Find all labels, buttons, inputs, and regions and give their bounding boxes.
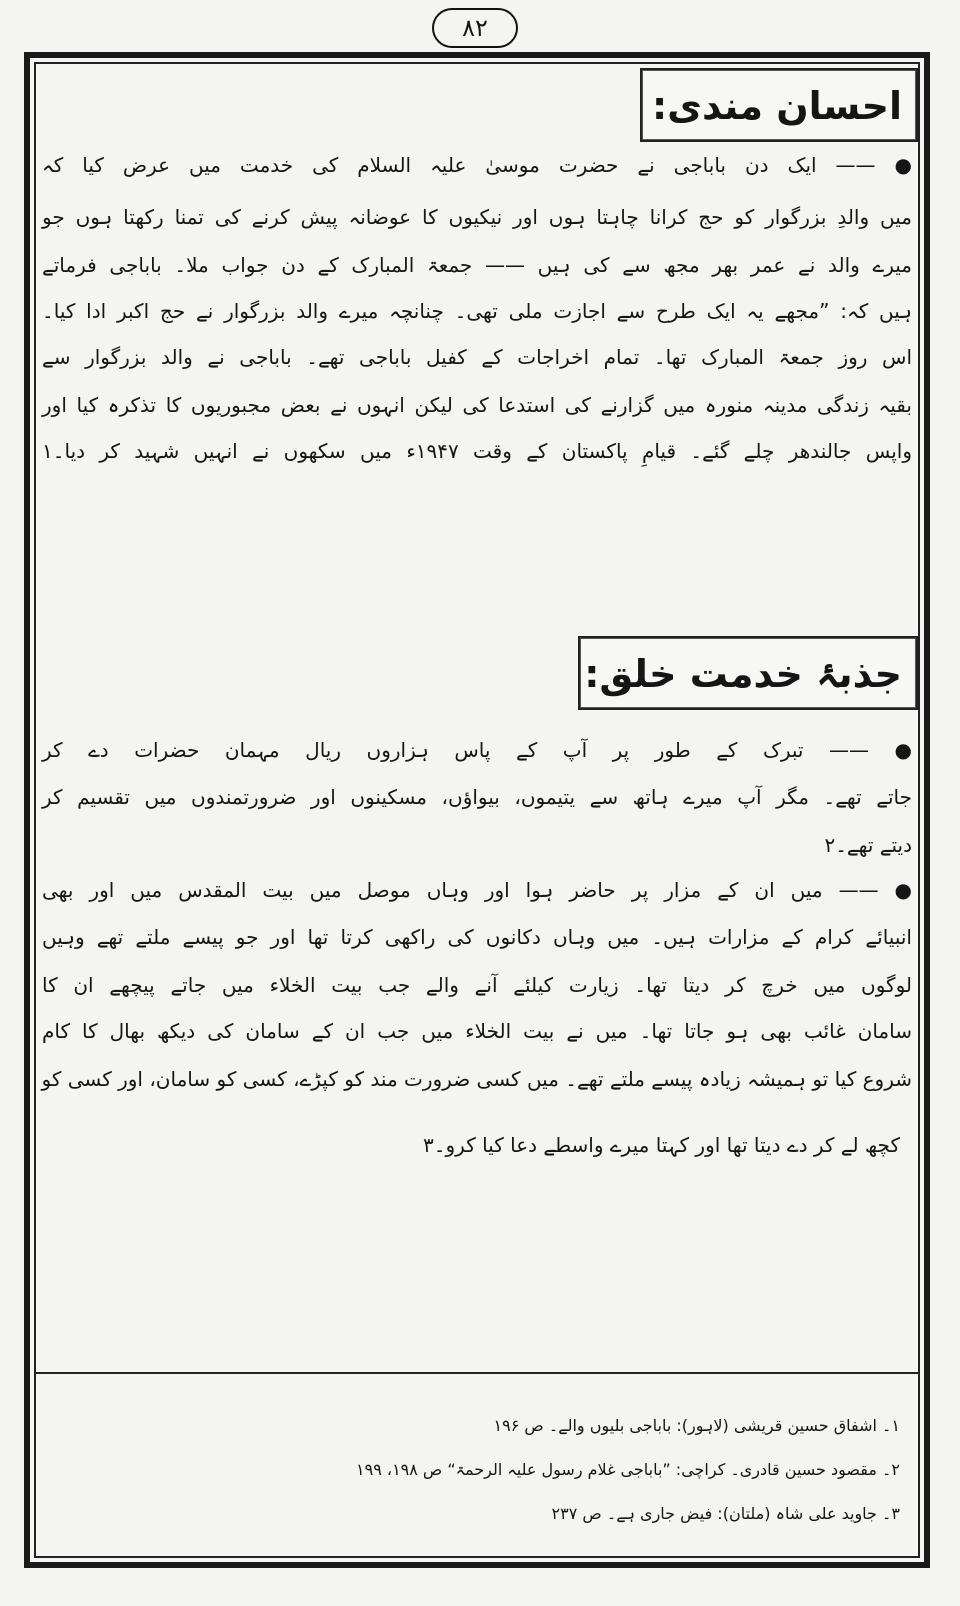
body-line: بقیہ زندگی مدینہ منورہ میں گزارنے کی استدعا کی لیکن انہوں نے بعض مجبوریوں کا تذکرہ کیا اور [42,393,912,417]
body-line: واپس جالندھر چلے گئے۔ قیامِ پاکستان کے وقت ۱۹۴۷ء میں سکھوں نے انہیں شہید کر دیا۔۱ [42,439,912,463]
body-line: سامان غائب بھی ہو جاتا تھا۔ میں نے بیت الخلاء میں جب ان کے سامان کی دیکھ بھال کا کام [42,1019,912,1043]
footnote: ۱۔ اشفاق حسین قریشی (لاہور): باباجی بلیوں والے۔ ص ۱۹۶ [493,1416,900,1435]
footnote: ۳۔ جاوید علی شاہ (ملتان): فیض جاری ہے۔ ص ۲۳۷ [551,1504,900,1523]
body-line: اس روز جمعۃ المبارک تھا۔ تمام اخراجات کے کفیل باباجی تھے۔ باباجی نے والد بزرگوار سے [42,345,912,369]
body-line: ● —— ایک دن باباجی نے حضرت موسیٰ علیہ السلام کی خدمت میں عرض کیا کہ [42,153,912,177]
section-heading-gratitude: احسان مندی: [640,68,918,142]
body-line: شروع کیا تو ہمیشہ زیادہ پیسے ملتے تھے۔ میں کسی ضرورت مند کو کپڑے، کسی کو سامان، اور کسی کو [41,1067,912,1091]
footnote-separator [36,1372,918,1374]
body-line: میرے والد نے عمر بھر مجھ سے کی ہیں —— جمعۃ المبارک کے دن جواب ملا۔ باباجی فرماتے [42,253,912,277]
body-line: ● —— میں ان کے مزار پر حاضر ہوا اور وہاں موصل میں بیت المقدس میں اور بھی [42,878,912,902]
body-line: دیتے تھے۔۲ [824,833,912,857]
body-line: جاتے تھے۔ مگر آپ میرے ہاتھ سے یتیموں، بیواؤں، مسکینوں اور ضرورتمندوں میں تقسیم کر [42,785,912,809]
body-line: میں والدِ بزرگوار کو حج کرانا چاہتا ہوں اور نیکیوں کا عوضانہ پیش کرنے کی تمنا رکھتا ہوں جو [42,205,912,229]
body-line: لوگوں میں خرچ کر دیتا تھا۔ زیارت کیلئے آنے والے جب بیت الخلاء میں جاتے پیچھے ان کا [42,973,912,997]
body-line: انبیائے کرام کے مزارات ہیں۔ میں وہاں دکانوں کی راکھی کرتا تھا اور جو پیسے ملتے تھے وہیں [42,925,912,949]
footnote: ۲۔ مقصود حسین قادری۔ کراچی: ”باباجی غلام رسول علیہ الرحمۃ“ ص ۱۹۸، ۱۹۹ [356,1460,900,1479]
section-heading-service: جذبۂ خدمت خلق: [578,636,918,710]
body-line: ہیں کہ: ”مجھے یہ ایک طرح سے اجازت ملی تھی۔ چنانچہ میرے والد بزرگوار نے حج اکبر ادا کیا۔ [42,299,912,323]
body-line: ● —— تبرک کے طور پر آپ کے پاس ہزاروں ریال مہمان حضرات دے کر [42,738,912,762]
page-number: ۸۲ [432,8,518,48]
body-line: کچھ لے کر دے دیتا تھا اور کہتا میرے واسطے دعا کیا کرو۔۳ [423,1133,900,1157]
